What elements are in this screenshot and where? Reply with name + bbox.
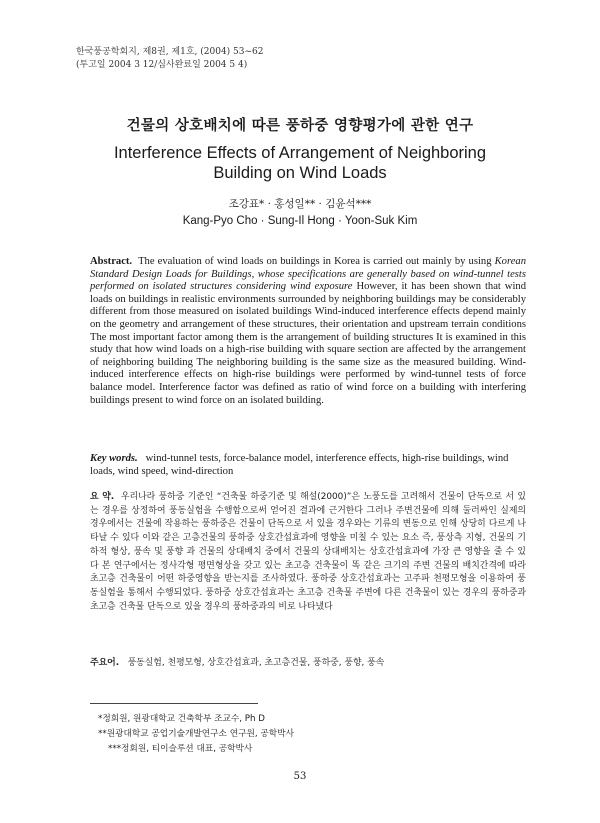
english-title: Interference Effects of Arrangement of Neighboring Building on Wind Loads [113,144,487,182]
abstract-text-1: The evaluation of wind loads on buildings in Korea is carried out mainly by using [138,256,492,267]
abstract [90,256,526,407]
keywords-text: wind-tunnel tests, force-balance model, interference effects, high-rise buildings, wind loads, wind speed, wind-direction [90,453,509,477]
keywords [90,453,526,478]
footnote-2: **원광대학교 공업기술개발연구소 연구원, 공학박사 [98,729,294,739]
authors-english: Kang-Pyo Cho · Sung-Il Hong · Yoon-Suk Kim [182,215,418,227]
main-terms-label: 주요어. [90,658,120,668]
korean-summary [90,491,526,614]
page-number: 53 [293,771,307,782]
abstract-text-2: However, it has been shown that wind loads on buildings in realistic environments surrounded by neighboring buildings may be considerably different from those measured on isolated buildings Wind-induced interference effects depend mainly on the geometry and arrangement of these structures, their orientation and upstream terrain conditions The most important factor among them is the arrangement of building structures It is examined in this study that how wind loads on a high-rise building with square section are affected by the arrangement of neighboring building The neighboring building is the same size as the measured building. Wind-induced interference effects on high-rise buildings were performed by wind-tunnel tests of force balance model. Interference factor was defined as ratio of wind force on a building with interfering buildings present to wind force on an isolated building. [90,281,526,406]
journal-citation: 한국풍공학회지, 제8권, 제1호, (2004) 53~62 [76,47,264,57]
summary-label: 요 약. [90,492,115,502]
abstract-text-italic: Korean Standard Design Loads for Buildings, whose specifications are generally based on wind-tunnel tests performed on isolated structures considering wind exposure [90,256,526,293]
summary-text: 우리나라 풍하중 기준인 “건축물 하중기준 및 해설(2000)”은 노풍도를 고려해서 건물이 단독으로 서 있는 경우를 상정하여 풍동실험을 수행함으로써 얻어진 결과에 근거한다 그러나 주변건물에 의해 둘러싸인 실제의 경우에서는 건물에 작용하는 풍하중은 건물이 단독으로 서 있을 경우와는 기류의 변동으로 인해 상당히 다르게 나타날 수 있다 이와 같은 고층건물의 풍하중 상호간섭효과에 영향을 미칠 수 있는 요소 즉, 풍상측 지형, 건물의 기하적 형상, 풍속 및 풍향 과 건물의 상대배치 중에서 건물의 상대배치는 상호간섭효과에 가장 큰 영향을 줄 수 있다 본 연구에서는 정사각형 평면형상을 갖고 있는 초고층 건축물이 똑 같은 크기의 주변 건물의 배치간격에 따라 초고층 건축물이 어떤 하중영향을 받는지를 조사하였다. 풍하중 상호간섭효과는 고주파 천평모형을 이용하여 풍동실험을 통해서 수행되었다. 풍하중 상호간섭효과는 초고층 건축물 주변에 다른 건축물이 있는 경우의 풍하중과 초고층 건축물 단독으로 있을 경우의 풍하중과의 비로 나타냈다 [90,492,526,612]
footnotes [98,712,294,757]
keywords-label: Key words. [90,453,138,464]
korean-title: 건물의 상호배치에 따른 풍하중 영향평가에 관한 연구 [126,118,474,134]
korean-keywords [90,657,526,670]
main-terms-text: 풍동실험, 천평모형, 상호간섭효과, 초고층건물, 풍하중, 풍향, 풍속 [127,658,385,668]
abstract-label: Abstract. [90,256,133,267]
authors-korean: 조강표* · 홍성일** · 김윤석*** [228,198,372,210]
journal-header [76,46,264,72]
footnote-3: ***정회원, 티이슬루션 대표, 공학박사 [108,744,253,754]
footnote-divider [90,703,258,704]
footnote-1: *정회원, 원광대학교 건축학부 조교수, Ph D [98,714,265,724]
submission-dates: (투고일 2004 3 12/심사완료일 2004 5 4) [76,60,248,70]
